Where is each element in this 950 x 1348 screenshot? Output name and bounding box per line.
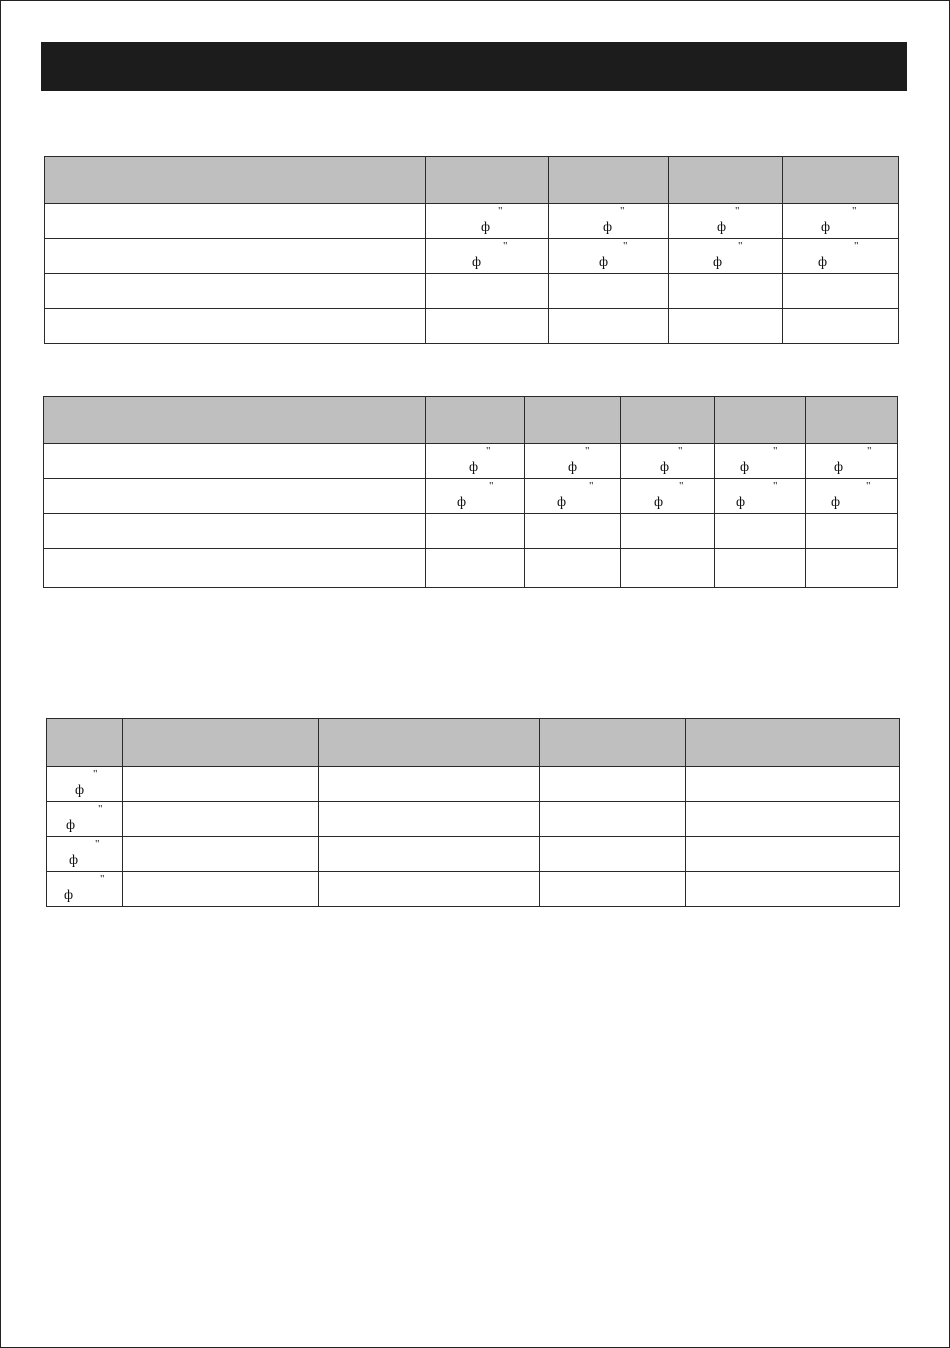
header-cell <box>123 719 319 767</box>
table-cell <box>783 274 899 309</box>
header-cell <box>426 397 525 444</box>
header-cell <box>525 397 621 444</box>
table-row <box>45 274 899 309</box>
header-cell <box>669 157 783 204</box>
header-cell <box>540 719 686 767</box>
size-cell: " ф <box>47 767 123 802</box>
size-cell: " ф <box>806 444 898 479</box>
table-header-row <box>47 719 900 767</box>
table-cell <box>319 837 540 872</box>
table-cell <box>669 274 783 309</box>
table-row <box>47 767 900 802</box>
table-cell <box>319 767 540 802</box>
table-cell <box>549 274 669 309</box>
table-cell <box>715 549 806 588</box>
spec-table-3 <box>46 718 900 907</box>
table-row <box>47 802 900 837</box>
table-row <box>47 837 900 872</box>
row-label <box>45 204 426 239</box>
size-cell: " ф <box>47 802 123 837</box>
table-cell <box>549 309 669 344</box>
spec-table-1 <box>44 156 899 344</box>
header-cell <box>686 719 900 767</box>
header-cell <box>806 397 898 444</box>
size-cell: " ф <box>525 479 621 514</box>
table-row <box>45 309 899 344</box>
size-cell: " ф <box>715 444 806 479</box>
header-cell <box>47 719 123 767</box>
table-row <box>45 239 899 274</box>
table-cell <box>783 309 899 344</box>
size-cell: " ф <box>783 239 899 274</box>
size-cell: " ф <box>549 239 669 274</box>
table-header-row <box>45 157 899 204</box>
table-cell <box>540 872 686 907</box>
size-cell: " ф <box>426 444 525 479</box>
header-cell <box>45 157 426 204</box>
header-cell <box>621 397 715 444</box>
table-cell <box>319 802 540 837</box>
header-cell <box>426 157 549 204</box>
table-cell <box>426 514 525 549</box>
size-cell: " ф <box>669 239 783 274</box>
table-row <box>47 872 900 907</box>
table-cell <box>525 514 621 549</box>
table-row <box>44 479 898 514</box>
table-cell <box>806 549 898 588</box>
header-cell <box>715 397 806 444</box>
table-cell <box>540 802 686 837</box>
table-cell <box>123 767 319 802</box>
size-cell: " ф <box>426 204 549 239</box>
table-row <box>44 514 898 549</box>
spec-table-2 <box>43 396 898 588</box>
table-cell <box>540 837 686 872</box>
table-cell <box>123 872 319 907</box>
table-cell <box>686 767 900 802</box>
table-cell <box>426 309 549 344</box>
table-cell <box>540 767 686 802</box>
row-label <box>44 444 426 479</box>
table-cell <box>426 549 525 588</box>
size-cell: " ф <box>426 239 549 274</box>
row-label <box>44 549 426 588</box>
row-label <box>45 274 426 309</box>
table-cell <box>669 309 783 344</box>
size-cell: " ф <box>47 872 123 907</box>
size-cell: " ф <box>525 444 621 479</box>
table-cell <box>123 837 319 872</box>
table-cell <box>715 514 806 549</box>
table-cell <box>319 872 540 907</box>
table-cell <box>123 802 319 837</box>
row-label <box>44 479 426 514</box>
size-cell: " ф <box>47 837 123 872</box>
size-cell: " ф <box>621 444 715 479</box>
size-cell: " ф <box>669 204 783 239</box>
header-cell <box>783 157 899 204</box>
table-cell <box>686 837 900 872</box>
size-cell: " ф <box>549 204 669 239</box>
table-row <box>44 549 898 588</box>
size-cell: " ф <box>715 479 806 514</box>
table-cell <box>686 872 900 907</box>
header-cell <box>319 719 540 767</box>
header-cell <box>44 397 426 444</box>
table-cell <box>621 549 715 588</box>
row-label <box>45 239 426 274</box>
size-cell: " ф <box>426 479 525 514</box>
row-label <box>45 309 426 344</box>
table-cell <box>806 514 898 549</box>
header-cell <box>549 157 669 204</box>
table-cell <box>525 549 621 588</box>
size-cell: " ф <box>621 479 715 514</box>
size-cell: " ф <box>783 204 899 239</box>
section-title-bar <box>41 42 907 91</box>
row-label <box>44 514 426 549</box>
table-row <box>45 204 899 239</box>
table-row <box>44 444 898 479</box>
table-header-row <box>44 397 898 444</box>
table-cell <box>426 274 549 309</box>
table-cell <box>686 802 900 837</box>
size-cell: " ф <box>806 479 898 514</box>
table-cell <box>621 514 715 549</box>
